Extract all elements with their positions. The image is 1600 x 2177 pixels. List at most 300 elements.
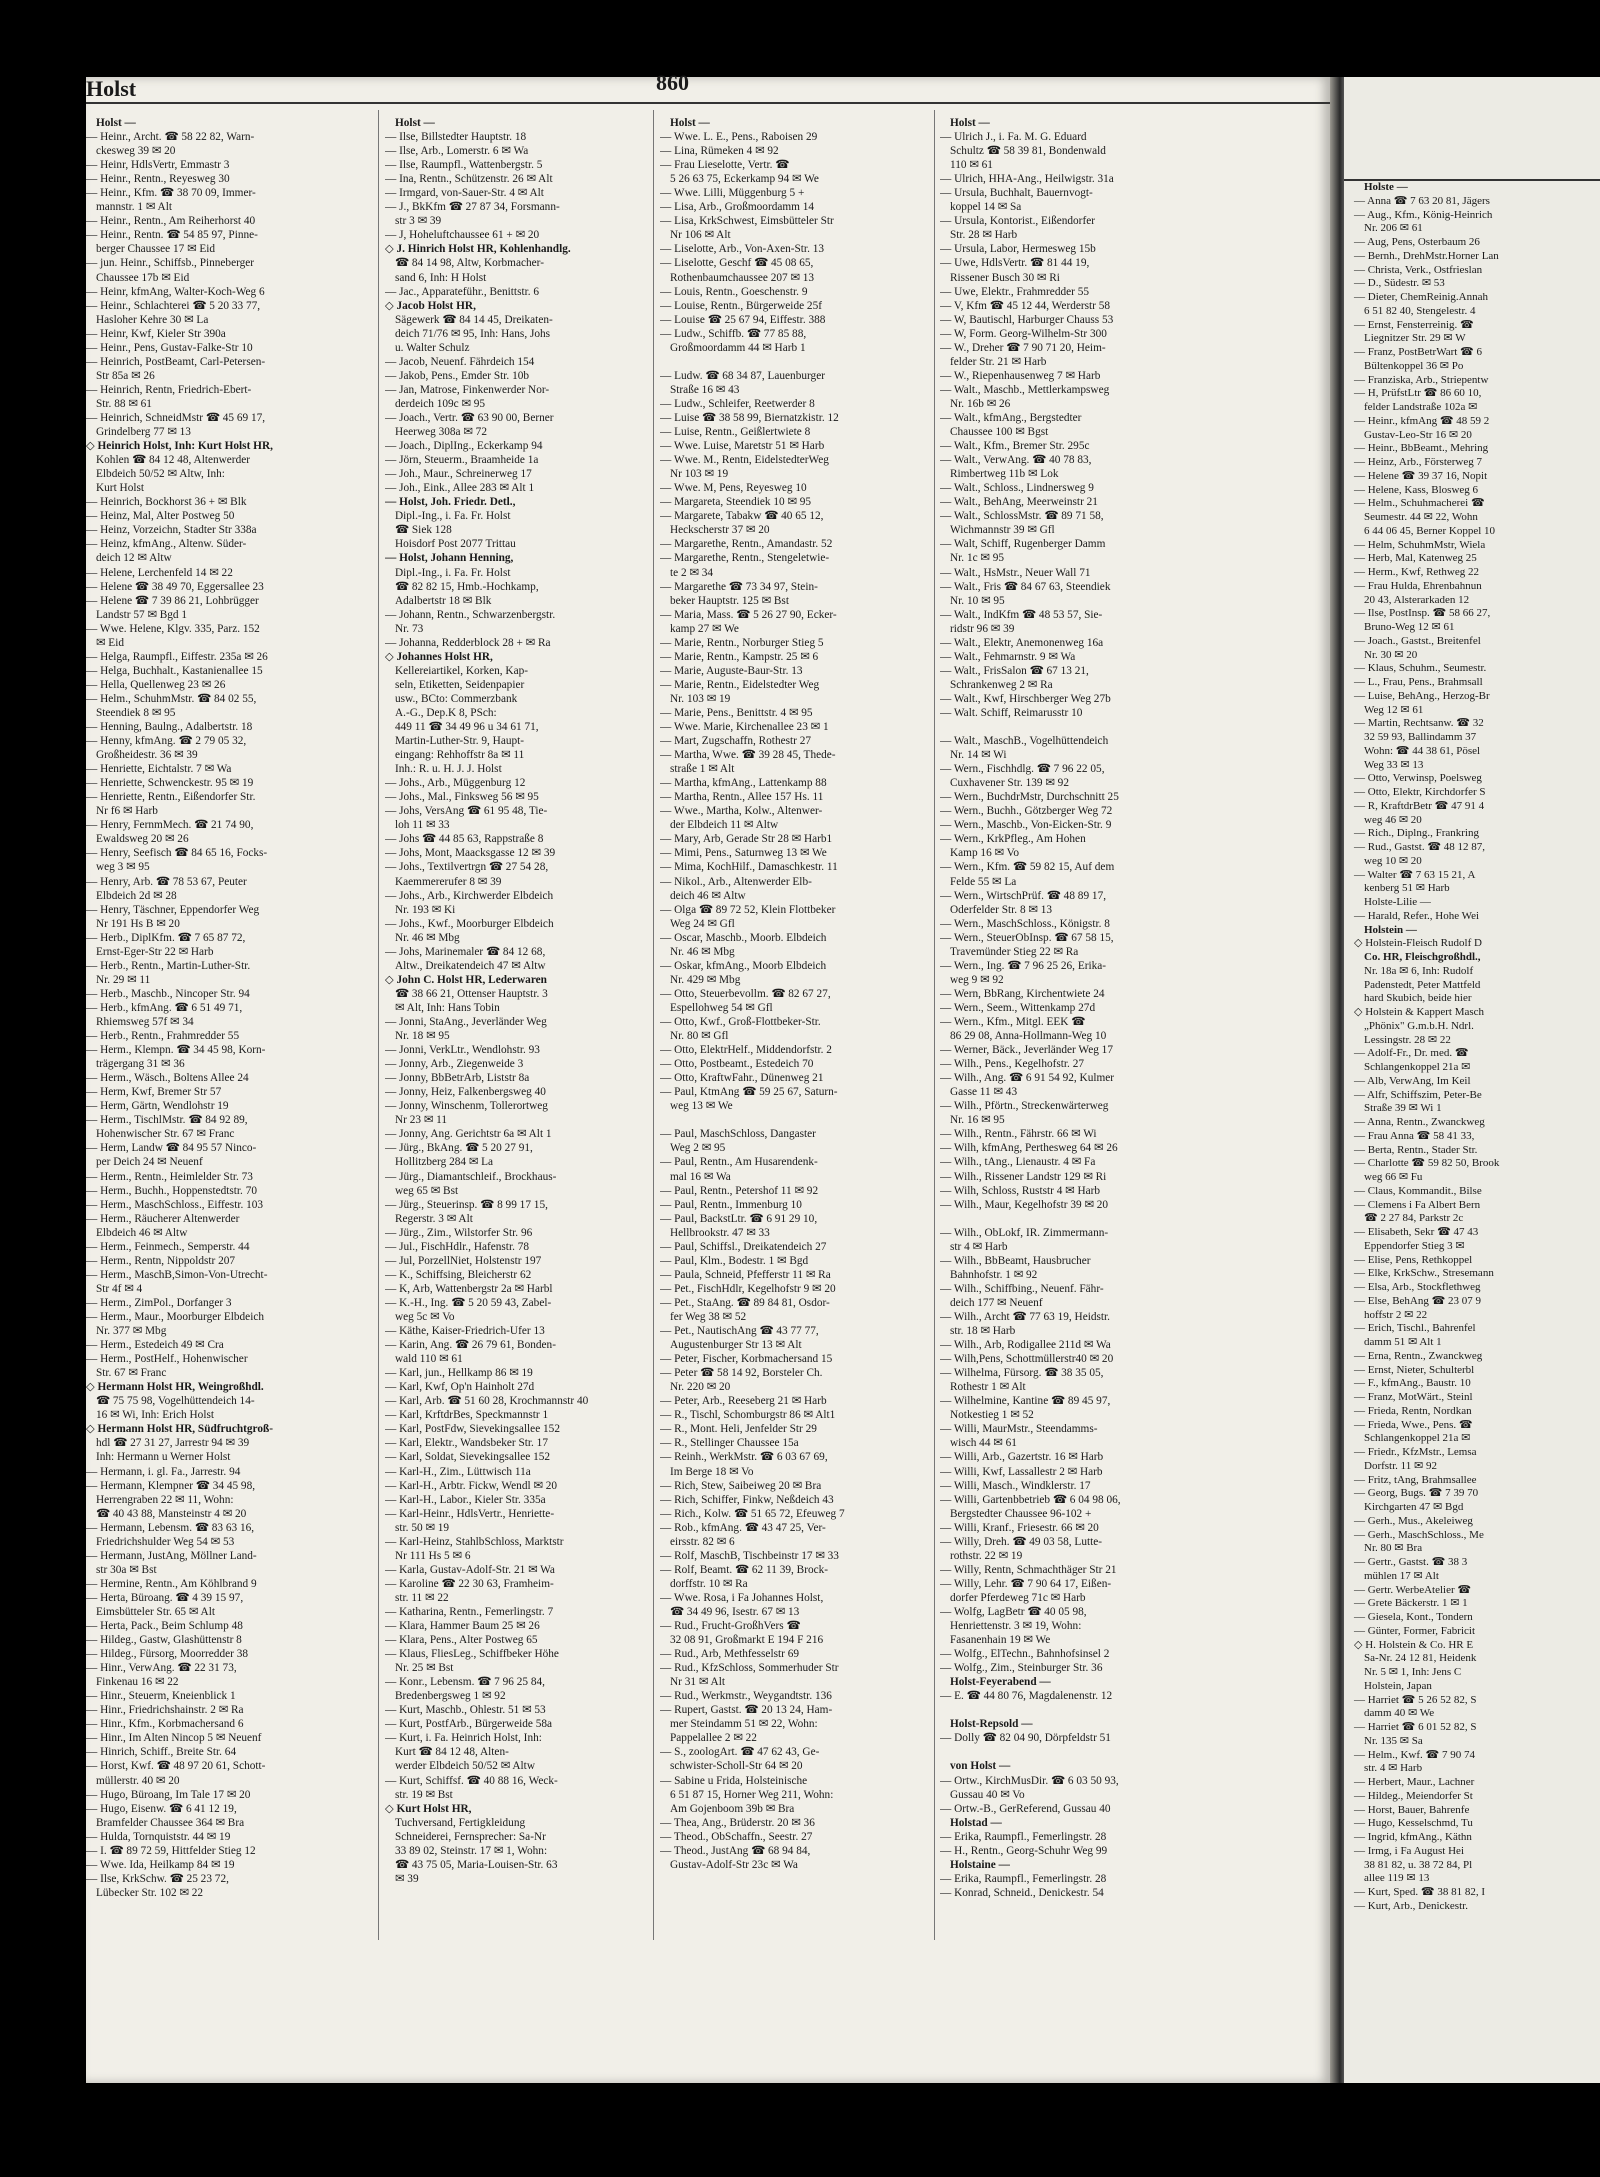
directory-entry-line: — Paula, Schneid, Pfefferstr 11 ✉ Ra bbox=[660, 1268, 831, 1281]
directory-entry-line: — Herm., Kwf, Rethweg 22 bbox=[1354, 566, 1479, 578]
directory-entry-line: — Holst, Joh. Friedr. Detl., bbox=[385, 496, 516, 509]
directory-entry-line: — Giesela, Kont., Tondern bbox=[1354, 1611, 1473, 1623]
directory-entry-line: — Elisabeth, Sekr ☎ 47 43 bbox=[1354, 1226, 1479, 1238]
directory-entry-line: — Hinr., Steuerm, Kneienblick 1 bbox=[86, 1690, 236, 1703]
directory-entry-line: — Ilse, Arb., Lomerstr. 6 ✉ Wa bbox=[385, 145, 529, 158]
directory-entry-line: Straße 39 ✉ Wi 1 bbox=[1364, 1102, 1442, 1115]
directory-entry-line: Gasse 11 ✉ 43 bbox=[950, 1086, 1018, 1099]
directory-entry-line: — J., BkKfm ☎ 27 87 34, Forsmann- bbox=[385, 201, 560, 214]
directory-entry-line: — Walt., Elektr, Anemonenweg 16a bbox=[940, 636, 1104, 649]
directory-entry-line: — Paul, Rentn., Am Husarendenk- bbox=[660, 1156, 818, 1169]
directory-entry-line: — Ernst, Fensterreinig. ☎ bbox=[1354, 318, 1474, 331]
directory-entry-line: — Claus, Kommandit., Bilse bbox=[1354, 1184, 1482, 1197]
directory-entry-line: weg 13 ✉ We bbox=[670, 1100, 733, 1113]
directory-entry-line: Kurt Holst bbox=[96, 482, 145, 495]
directory-entry-line: — Jac., Apparateführ., Benittstr. 6 bbox=[385, 285, 540, 298]
directory-entry-line: — Oskar, kfmAng., Moorb Elbdeich bbox=[660, 959, 827, 972]
column-3 bbox=[660, 116, 938, 1872]
directory-entry-line: — Herb., kfmAng. ☎ 6 51 49 71, bbox=[86, 1001, 243, 1014]
directory-entry-line: 20 43, Alsterarkaden 12 bbox=[1364, 593, 1470, 606]
directory-entry-line: — Herm, Landw ☎ 84 95 57 Ninco- bbox=[86, 1142, 257, 1155]
directory-entry-line: — Hinr., Kfm., Korbmachersand 6 bbox=[86, 1718, 244, 1731]
directory-entry-line: — Kurt, PostfArb., Bürgerweide 58a bbox=[385, 1718, 553, 1731]
directory-entry-line: Bahnhofstr. 1 ✉ 92 bbox=[950, 1268, 1038, 1281]
directory-entry-line: — Louis, Rentn., Goeschenstr. 9 bbox=[660, 285, 808, 298]
directory-entry-line: Felde 55 ✉ La bbox=[950, 875, 1017, 888]
directory-entry-line: Nr f6 ✉ Harb bbox=[96, 805, 158, 818]
directory-entry-line: — Friedr., KfzMstr., Lemsa bbox=[1354, 1446, 1477, 1458]
directory-entry-line: Nr. 220 ✉ 20 bbox=[670, 1381, 731, 1394]
directory-entry-line: — Jürg., Steuerinsp. ☎ 8 99 17 15, bbox=[385, 1198, 548, 1211]
directory-entry-line: — Johs., Arb., Kirchwerder Elbdeich bbox=[385, 889, 554, 902]
directory-entry-line: — Jacob, Neuenf. Fährdeich 154 bbox=[385, 355, 535, 368]
directory-entry-line: Wohn: ☎ 44 38 61, Pösel bbox=[1364, 744, 1481, 757]
directory-entry-line: — Walt., Kfm., Bremer Str. 295c bbox=[940, 440, 1090, 453]
directory-entry-line: — Rich, Stew, Saibeiweg 20 ✉ Bra bbox=[660, 1479, 822, 1492]
directory-entry-line: Lessingstr. 28 ✉ 22 bbox=[1364, 1033, 1451, 1046]
directory-entry-line: — Heinz, Vorzeichn, Stadter Str 338a bbox=[86, 524, 257, 537]
directory-entry-line: — Liselotte, Arb., Von-Axen-Str. 13 bbox=[660, 243, 825, 256]
directory-entry-line: Steendiek 8 ✉ 95 bbox=[96, 706, 176, 719]
directory-entry-line: — Wern., BuchdrMstr, Durchschnitt 25 bbox=[940, 791, 1119, 804]
directory-entry-line: Eppendorfer Stieg 3 ✉ bbox=[1364, 1239, 1465, 1252]
directory-entry-line: — Wilhelmine, Kantine ☎ 89 45 97, bbox=[940, 1395, 1111, 1408]
directory-entry-line: — Kurt, Arb., Denickestr. bbox=[1354, 1899, 1468, 1912]
directory-entry-line: 449 11 ☎ 34 49 96 u 34 61 71, bbox=[395, 721, 539, 734]
directory-entry-line: felder Landstraße 102a ✉ bbox=[1364, 401, 1478, 413]
directory-entry-line: werder Elbdeich 50/52 ✉ Altw bbox=[395, 1760, 535, 1773]
directory-entry-line: — Luise, Rentn., Geißlertwiete 8 bbox=[660, 426, 811, 439]
directory-entry-line: — Henry, Täschner, Eppendorfer Weg bbox=[86, 903, 260, 916]
directory-entry-line: — Joach., Vertr. ☎ 63 90 00, Berner bbox=[385, 411, 554, 424]
directory-entry-line: — Willy, Rentn, Schmachthäger Str 21 bbox=[940, 1563, 1117, 1576]
directory-entry-line: — Joh., Maur., Schreinerweg 17 bbox=[385, 468, 532, 481]
directory-entry-line: — Bernh., DrehMstr.Horner Lan bbox=[1354, 249, 1499, 262]
directory-entry-line: — Helm., SchuhmMstr. ☎ 84 02 55, bbox=[86, 692, 257, 705]
directory-entry-line: Str 85a ✉ 26 bbox=[96, 369, 155, 382]
directory-entry-line: Hohenwischer Str. 67 ✉ Franc bbox=[96, 1128, 235, 1141]
directory-entry-line: — Wwe. Helene, Klgv. 335, Parz. 152 bbox=[86, 622, 260, 635]
directory-entry-line: — Helga, Raumpfl., Eiffestr. 235a ✉ 26 bbox=[86, 650, 268, 663]
directory-entry-line: Augustenburger Str 13 ✉ Alt bbox=[670, 1339, 802, 1352]
directory-entry-line: — Hermann, Klempner ☎ 34 45 98, bbox=[86, 1479, 256, 1492]
directory-entry-line: ◇ Heinrich Holst, Inh: Kurt Holst HR, bbox=[86, 440, 273, 453]
directory-entry-line: — Herm., PostHelf., Hohenwischer bbox=[86, 1353, 248, 1366]
column-4 bbox=[940, 116, 1228, 1900]
directory-entry-line: mannstr. 1 ✉ Alt bbox=[96, 201, 172, 214]
directory-entry-line: ◇ John C. Holst HR, Lederwaren bbox=[385, 973, 547, 986]
directory-entry-line: Friedrichshulder Weg 54 ✉ 53 bbox=[96, 1535, 235, 1548]
directory-entry-line bbox=[940, 1212, 1228, 1226]
directory-entry-line: Co. HR, Fleischgroßhdl., bbox=[1364, 951, 1481, 963]
directory-entry-line: — Helm, SchuhmMstr, Wiela bbox=[1354, 538, 1486, 551]
directory-entry-line: ◇ Johannes Holst HR, bbox=[385, 650, 493, 663]
directory-entry-line: Wichmannstr 39 ✉ Gfl bbox=[950, 524, 1055, 537]
directory-entry-line: — Ludw., Schleifer, Reetwerder 8 bbox=[660, 397, 815, 410]
directory-entry-line: — E. ☎ 44 80 76, Magdalenenstr. 12 bbox=[940, 1690, 1113, 1703]
directory-entry-line: — Georg, Bugs. ☎ 7 39 70 bbox=[1354, 1487, 1479, 1500]
directory-entry-line: — Wilh., Ang. ☎ 6 91 54 92, Kulmer bbox=[940, 1072, 1115, 1085]
directory-entry-line: Eimsbütteler Str. 65 ✉ Alt bbox=[96, 1605, 215, 1618]
directory-entry-line: — W., Riepenhausenweg 7 ✉ Harb bbox=[940, 369, 1101, 382]
directory-entry-line: — Horst, Kwf. ☎ 48 97 20 61, Schott- bbox=[86, 1760, 266, 1773]
directory-entry-line: — Henry, Arb. ☎ 78 53 67, Peuter bbox=[86, 875, 247, 888]
directory-entry-line: — Katharina, Rentn., Femerlingstr. 7 bbox=[385, 1605, 554, 1618]
directory-entry-line: — Jonny, Winschenm, Tollerortweg bbox=[385, 1100, 548, 1113]
directory-entry-line: weg 3 ✉ 95 bbox=[96, 861, 150, 874]
directory-entry-line: — Ilse, PostInsp. ☎ 58 66 27, bbox=[1354, 607, 1491, 620]
directory-entry-line: ◇ H. Holstein & Co. HR E bbox=[1354, 1638, 1474, 1651]
directory-entry-line: Nr 106 ✉ Alt bbox=[670, 229, 731, 242]
directory-entry-line: hdl ☎ 27 31 27, Jarrestr 94 ✉ 39 bbox=[96, 1437, 250, 1450]
column-2 bbox=[385, 116, 667, 1886]
directory-entry-line: Schneiderei, Fernsprecher: Sa-Nr bbox=[395, 1830, 546, 1843]
directory-entry-line: Heckscherstr 37 ✉ 20 bbox=[670, 524, 770, 537]
directory-entry-line: wald 110 ✉ 61 bbox=[395, 1353, 463, 1366]
directory-entry-line: Bültenkoppel 36 ✉ Po bbox=[1364, 359, 1464, 372]
directory-entry-line: — Henny, kfmAng. ☎ 2 79 05 32, bbox=[86, 735, 247, 748]
directory-entry-line: — Konrad, Schneid., Denickestr. 54 bbox=[940, 1886, 1104, 1899]
directory-entry-line: — W, Form. Georg-Wilhelm-Str 300 bbox=[940, 327, 1107, 340]
directory-entry-line: Inh: Hermann u Werner Holst bbox=[96, 1451, 231, 1464]
directory-entry-line: — Karl-H., Arbtr. Fickw, Wendl ✉ 20 bbox=[385, 1479, 558, 1492]
column-divider bbox=[653, 110, 654, 1940]
directory-entry-line: Hoisdorf Post 2077 Trittau bbox=[395, 538, 516, 551]
directory-entry-line: — Wwe. Luise, Maretstr 51 ✉ Harb bbox=[660, 440, 825, 453]
directory-entry-line: — Elke, KrkSchw., Stresemann bbox=[1354, 1267, 1494, 1280]
directory-entry-line: weg 66 ✉ Fu bbox=[1364, 1171, 1423, 1183]
directory-entry-line: — Herm, Gärtn, Wendlohstr 19 bbox=[86, 1100, 229, 1113]
directory-entry-line: — Marie, Rentn., Eidelstedter Weg bbox=[660, 678, 820, 691]
directory-entry-line: Nr. 103 ✉ 19 bbox=[670, 692, 731, 705]
directory-entry-line: Holst-Repsold — bbox=[950, 1718, 1033, 1731]
directory-entry-line: weg 65 ✉ Bst bbox=[395, 1184, 459, 1197]
directory-entry-line: — Johanna, Redderblock 28 + ✉ Ra bbox=[385, 636, 551, 649]
directory-entry-line: — Klaus, Schuhm., Seumestr. bbox=[1354, 662, 1487, 675]
directory-entry-line: — Paul, BackstLtr. ☎ 6 91 29 10, bbox=[660, 1212, 818, 1225]
directory-entry-line: — Liselotte, Geschf ☎ 45 08 65, bbox=[660, 257, 814, 270]
directory-entry-line: — Wern., WirtschPrüf. ☎ 48 89 17, bbox=[940, 889, 1107, 902]
directory-entry-line: ✉ Eid bbox=[96, 636, 124, 649]
directory-entry-line: — Rud., Gastst. ☎ 48 12 87, bbox=[1354, 841, 1486, 853]
directory-entry-line: — Heinr., Rentn. ☎ 54 85 97, Pinne- bbox=[86, 229, 258, 242]
directory-entry-line: Schlangenkoppel 21a ✉ bbox=[1364, 1432, 1471, 1445]
directory-entry-line: — Walt., BehAng, Meerweinstr 21 bbox=[940, 496, 1098, 509]
directory-entry-line: — Herb, Mal, Katenweg 25 bbox=[1354, 552, 1477, 565]
directory-entry-line: Nr. 14 ✉ Wi bbox=[950, 749, 1007, 762]
directory-entry-line: — Wilh., ObLokf, IR. Zimmermann- bbox=[940, 1226, 1109, 1239]
directory-entry-line: — Ilse, Raumpfl., Wattenbergstr. 5 bbox=[385, 159, 543, 172]
directory-entry-line: kamp 27 ✉ We bbox=[670, 622, 739, 635]
directory-entry-line: Nr. 25 ✉ Bst bbox=[395, 1662, 454, 1675]
directory-entry-line: — Otto, Verwinsp, Poelsweg bbox=[1354, 772, 1482, 785]
directory-entry-line: — Ulrich J., i. Fa. M. G. Eduard bbox=[940, 131, 1087, 144]
directory-entry-line: — Kurt, Schiffsf. ☎ 40 88 16, Weck- bbox=[385, 1774, 558, 1787]
directory-entry-line: Padenstedt, Peter Mattfeld bbox=[1364, 978, 1481, 991]
directory-entry-line: Weg 12 ✉ 61 bbox=[1364, 703, 1424, 716]
directory-entry-line: koppel 14 ✉ Sa bbox=[950, 201, 1022, 214]
directory-entry-line: str. 19 ✉ Bst bbox=[395, 1788, 453, 1801]
directory-entry-line: damm 40 ✉ We bbox=[1364, 1707, 1435, 1720]
directory-entry-line: — Hugo, Eisenw. ☎ 6 41 12 19, bbox=[86, 1802, 237, 1815]
directory-entry-line: Weg 33 ✉ 13 bbox=[1364, 758, 1424, 771]
directory-entry-line: — Hermann, Lebensm. ☎ 83 63 16, bbox=[86, 1521, 255, 1534]
directory-entry-line: beker Hauptstr. 125 ✉ Bst bbox=[670, 594, 789, 607]
directory-entry-line: — Helene, Kass, Blosweg 6 bbox=[1354, 483, 1479, 496]
directory-entry-line: — Clemens i Fa Albert Bern bbox=[1354, 1198, 1481, 1211]
directory-entry-line: — Hermann, JustAng, Möllner Land- bbox=[86, 1549, 257, 1562]
directory-entry-line: — Ursula, Buchhalt, Bauernvogt- bbox=[940, 187, 1093, 200]
directory-entry-line: — Klaus, FliesLeg., Schiffbeker Höhe bbox=[385, 1648, 559, 1661]
directory-entry-line: — Jul., FischHdlr., Hafenstr. 78 bbox=[385, 1240, 530, 1253]
directory-entry-line: — Rich., Diplng., Frankring bbox=[1354, 827, 1479, 840]
directory-entry-line: — Wilh., Rissener Landstr 129 ✉ Ri bbox=[940, 1170, 1107, 1183]
directory-entry-line: Holste — bbox=[1364, 181, 1408, 193]
directory-entry-line: Nr. 16 ✉ 95 bbox=[950, 1114, 1005, 1127]
directory-entry-line: Hasloher Kehre 30 ✉ La bbox=[96, 313, 209, 326]
directory-entry-line: — Frau Anna ☎ 58 41 33, bbox=[1354, 1129, 1475, 1142]
directory-entry-line: — Wilh., Arb, Rodigallee 211d ✉ Wa bbox=[940, 1339, 1111, 1352]
directory-entry-line: — Else, BehAng ☎ 23 07 9 bbox=[1354, 1294, 1482, 1307]
directory-entry-line: — Wern., Ing. ☎ 7 96 25 26, Erika- bbox=[940, 959, 1107, 972]
directory-entry-line: — Herm., Räucherer Altenwerder bbox=[86, 1212, 240, 1225]
directory-entry-line: — Herm., MaschB,Simon-Von-Utrecht- bbox=[86, 1268, 268, 1281]
directory-entry-line: — Marie, Auguste-Baur-Str. 13 bbox=[660, 664, 803, 677]
directory-entry-line: Herrengraben 22 ✉ 11, Wohn: bbox=[96, 1493, 234, 1506]
directory-entry-line: — Karl, KrftdrBes, Speckmannstr 1 bbox=[385, 1409, 549, 1422]
directory-entry-line: — Ortw., KirchMusDir. ☎ 6 03 50 93, bbox=[940, 1774, 1119, 1787]
directory-entry-line: str 4 ✉ Harb bbox=[950, 1240, 1008, 1253]
directory-entry-line: Gussau 40 ✉ Vo bbox=[950, 1788, 1025, 1801]
directory-entry-line: trägergang 31 ✉ 36 bbox=[96, 1058, 185, 1071]
directory-entry-line: — Wern., Fischhdlg. ☎ 7 96 22 05, bbox=[940, 763, 1105, 776]
directory-entry-line: — Johs., Kwf., Moorburger Elbdeich bbox=[385, 917, 554, 930]
directory-entry-line: — Karl-H., Labor., Kieler Str. 335a bbox=[385, 1493, 546, 1506]
directory-entry-line: — Berta, Rentn., Stader Str. bbox=[1354, 1143, 1478, 1156]
directory-entry-line: — Anna, Rentn., Zwanckweg bbox=[1354, 1116, 1485, 1128]
directory-entry-line: Rothestr 1 ✉ Alt bbox=[950, 1381, 1026, 1394]
directory-entry-line: deich 12 ✉ Altw bbox=[96, 552, 172, 565]
directory-entry-line: — Herm., Wäsch., Boltens Allee 24 bbox=[86, 1072, 249, 1085]
directory-entry-line: — Charlotte ☎ 59 82 50, Brook bbox=[1354, 1157, 1500, 1170]
directory-entry-line: schwister-Scholl-Str 64 ✉ 20 bbox=[670, 1760, 803, 1773]
directory-entry-line: Chaussee 100 ✉ Bgst bbox=[950, 426, 1049, 439]
directory-entry-line: Holste-Lilie — bbox=[1364, 896, 1431, 908]
directory-entry-line: — Jonni, StaAng., Jeverländer Weg bbox=[385, 1016, 547, 1028]
directory-entry-line: Rothenbaumchaussee 207 ✉ 13 bbox=[670, 271, 815, 284]
directory-entry-line: — Wilh., tAng., Lienaustr. 4 ✉ Fa bbox=[940, 1156, 1096, 1169]
directory-entry-line: 38 81 82, u. 38 72 84, Pl bbox=[1364, 1858, 1473, 1871]
directory-entry-line: — Ilse, Billstedter Hauptstr. 18 bbox=[385, 131, 527, 144]
directory-entry-line: — Louise ☎ 25 67 94, Eiffestr. 388 bbox=[660, 313, 826, 326]
directory-entry-line: Nr. 73 bbox=[395, 622, 424, 635]
directory-entry-line: — Paul, KtmAng ☎ 59 25 67, Saturn- bbox=[660, 1086, 838, 1099]
directory-entry-line: — Karoline ☎ 22 30 63, Framheim- bbox=[385, 1577, 554, 1590]
directory-entry-line: — Henriette, Schwenckestr. 95 ✉ 19 bbox=[86, 777, 254, 790]
directory-entry-line: Adalbertstr 18 ✉ Blk bbox=[395, 594, 492, 607]
directory-entry-line: weg 5c ✉ Vo bbox=[395, 1310, 455, 1323]
directory-entry-line: — W, Bautischl, Harburger Chauss 53 bbox=[940, 313, 1114, 326]
directory-entry-line: — Wilhelma, Fürsorg. ☎ 38 35 05, bbox=[940, 1367, 1104, 1380]
directory-entry-line: — Günter, Former, Fabricit bbox=[1354, 1624, 1476, 1637]
directory-entry-line: — jun. Heinr., Schiffsb., Pinneberger bbox=[86, 257, 255, 270]
directory-entry-line: fer Weg 38 ✉ 52 bbox=[670, 1310, 747, 1323]
directory-entry-line: ☎ Siek 128 bbox=[395, 524, 452, 537]
directory-entry-line: — Wwe. Lilli, Müggenburg 5 + bbox=[660, 187, 805, 200]
directory-entry-line: — Pet., NautischAng ☎ 43 77 77, bbox=[660, 1325, 819, 1338]
directory-entry-line: Nr. 29 ✉ 11 bbox=[96, 973, 151, 986]
directory-entry-line: Henriettenstr. 3 ✉ 19, Wohn: bbox=[950, 1620, 1082, 1633]
directory-entry-line: „Phönix" G.m.b.H. Ndrl. bbox=[1364, 1019, 1474, 1032]
directory-entry-line: — Marie, Rentn., Kampstr. 25 ✉ 6 bbox=[660, 650, 819, 663]
directory-entry-line: — Walt., IndKfm ☎ 48 53 57, Sie- bbox=[940, 608, 1103, 621]
directory-entry-line: — Pet., FischHdlr, Kegelhofstr 9 ✉ 20 bbox=[660, 1282, 836, 1295]
directory-entry-line: — Johs., Textilvertrgn ☎ 27 54 28, bbox=[385, 861, 549, 874]
directory-entry-line: — Kurt, Maschb., Ohlestr. 51 ✉ 53 bbox=[385, 1704, 546, 1717]
directory-entry-line: — Erna, Rentn., Zwanckweg bbox=[1354, 1349, 1483, 1362]
directory-entry-line: — Heinz, Arb., Försterweg 7 bbox=[1354, 456, 1483, 468]
directory-entry-line: — Martin, Rechtsanw. ☎ 32 bbox=[1354, 717, 1484, 730]
directory-entry-line: — Heinr., Archt. ☎ 58 22 82, Warn- bbox=[86, 131, 255, 144]
directory-entry-line: — Paul, Rentn., Petershof 11 ✉ 92 bbox=[660, 1184, 819, 1197]
directory-entry-line: — Frau Hulda, Ehrenbahnun bbox=[1354, 579, 1482, 592]
directory-entry-line: Kirchgarten 47 ✉ Bgd bbox=[1364, 1501, 1464, 1513]
directory-entry-line: Seumestr. 44 ✉ 22, Wohn bbox=[1364, 511, 1478, 523]
directory-entry-line: Elbdeich 50/52 ✉ Altw, Inh: bbox=[96, 468, 225, 481]
directory-entry-line: kenberg 51 ✉ Harb bbox=[1364, 882, 1450, 895]
directory-entry-line: Landstr 57 ✉ Bgd 1 bbox=[96, 608, 188, 621]
directory-entry-line: — Johann, Rentn., Schwarzenbergstr. bbox=[385, 608, 556, 621]
directory-entry-line: Pappelallee 2 ✉ 22 bbox=[670, 1732, 757, 1745]
directory-entry-line: — Heinr, kfmAng, Walter-Koch-Weg 6 bbox=[86, 285, 265, 298]
directory-entry-line: — Wilh., Rentn., Fährstr. 66 ✉ Wi bbox=[940, 1128, 1097, 1141]
book-gutter bbox=[1330, 77, 1344, 2083]
directory-entry-line: — Wern, BbRang, Kirchentwiete 24 bbox=[940, 987, 1105, 1000]
directory-entry-line: Holst — bbox=[670, 117, 710, 129]
directory-entry-line: Fasanenhain 19 ✉ We bbox=[950, 1634, 1051, 1647]
directory-entry-line: Nr. 5 ✉ 1, Inh: Jens C bbox=[1364, 1666, 1462, 1678]
directory-entry-line: Nr. 30 ✉ 20 bbox=[1364, 648, 1418, 661]
directory-entry-line: — Heinr., Pens, Gustav-Falke-Str 10 bbox=[86, 341, 253, 354]
directory-entry-line: — Dieter, ChemReinig.Annah bbox=[1354, 291, 1488, 303]
directory-entry-line: — Walter ☎ 7 63 15 21, A bbox=[1354, 868, 1476, 881]
directory-entry-line: — Walt., FrisSalon ☎ 67 13 21, bbox=[940, 664, 1089, 677]
directory-entry-line: — Henriette, Rentn., Eißendorfer Str. bbox=[86, 791, 256, 804]
directory-entry-line: — Wern., Maschb., Von-Eicken-Str. 9 bbox=[940, 819, 1112, 832]
directory-entry-line: — Walt. Schiff, Reimarusstr 10 bbox=[940, 706, 1083, 719]
facing-page bbox=[1344, 77, 1600, 2083]
directory-entry-line: — Wolfg, LagBetr ☎ 40 05 98, bbox=[940, 1605, 1087, 1618]
directory-entry-line: Grindelberg 77 ✉ 13 bbox=[96, 426, 191, 439]
directory-entry-line: — Wilh., Archt ☎ 77 63 19, Heidstr. bbox=[940, 1310, 1110, 1323]
directory-entry-line: — Willi, Kwf, Lassallestr 2 ✉ Harb bbox=[940, 1465, 1103, 1478]
directory-entry-line: — Wwe. Rosa, i Fa Johannes Holst, bbox=[660, 1591, 824, 1604]
directory-entry-line: — Heinr., BbBeamt., Mehring bbox=[1354, 442, 1489, 455]
directory-entry-line: — Reinh., WerkMstr. ☎ 6 03 67 69, bbox=[660, 1451, 828, 1464]
directory-entry-line: — Otto, KraftwFahr., Dünenweg 21 bbox=[660, 1072, 824, 1085]
directory-entry-line: Ewaldsweg 20 ✉ 26 bbox=[96, 833, 189, 846]
directory-entry-line: — Walt., MaschB., Vogelhüttendeich bbox=[940, 735, 1109, 748]
directory-entry-line: — Wern., Kfm. ☎ 59 82 15, Auf dem bbox=[940, 861, 1115, 874]
directory-entry-line: müllerstr. 40 ✉ 20 bbox=[96, 1774, 180, 1787]
directory-entry-line bbox=[660, 1113, 938, 1127]
directory-entry-line: — R., Mont. Heli, Jenfelder Str 29 bbox=[660, 1423, 817, 1436]
directory-entry-line: — H., Rentn., Georg-Schuhr Weg 99 bbox=[940, 1844, 1108, 1857]
directory-entry-line: — Wern., MaschSchloss., Königstr. 8 bbox=[940, 917, 1110, 930]
directory-entry-line: — Walt., Fris ☎ 84 67 63, Steendiek bbox=[940, 580, 1111, 593]
directory-entry-line: — Oscar, Maschb., Moorb. Elbdeich bbox=[660, 931, 827, 944]
directory-entry-line: Holst-Feyerabend — bbox=[950, 1676, 1051, 1689]
directory-entry-line: — Jakob, Pens., Emder Str. 10b bbox=[385, 369, 530, 382]
directory-entry-line: dorffstr. 10 ✉ Ra bbox=[670, 1577, 748, 1590]
column-divider bbox=[934, 110, 935, 1940]
directory-entry-line: — Harriet ☎ 6 01 52 82, S bbox=[1354, 1721, 1477, 1733]
directory-entry-line: — Hildeg., Gastw, Glashüttenstr 8 bbox=[86, 1634, 242, 1647]
directory-entry-line: per Deich 24 ✉ Neuenf bbox=[96, 1156, 203, 1169]
directory-entry-line: Kaemmererufer 8 ✉ 39 bbox=[395, 875, 502, 888]
directory-entry-line: weg 9 ✉ 92 bbox=[950, 973, 1004, 986]
directory-entry-line: — Wilh., Maur, Kegelhofstr 39 ✉ 20 bbox=[940, 1198, 1109, 1211]
directory-entry-line: — Hinr., VerwAng. ☎ 22 31 73, bbox=[86, 1662, 237, 1675]
directory-entry-line: Notkestieg 1 ✉ 52 bbox=[950, 1409, 1034, 1422]
directory-entry-line: deich 46 ✉ Altw bbox=[670, 889, 746, 902]
directory-entry-line: — H, PrüfstLtr ☎ 86 60 10, bbox=[1354, 387, 1482, 400]
directory-entry-line: Str. 28 ✉ Harb bbox=[950, 229, 1018, 242]
directory-entry-line: — Heinrich, SchneidMstr ☎ 45 69 17, bbox=[86, 411, 266, 424]
directory-entry-line: Travemünder Stieg 22 ✉ Ra bbox=[950, 945, 1079, 958]
directory-entry-line: — Dolly ☎ 82 04 90, Dörpfeldstr 51 bbox=[940, 1732, 1111, 1745]
directory-entry-line: — Wern., Seem., Wittenkamp 27d bbox=[940, 1001, 1096, 1014]
directory-entry-line: — Wern., Kfm., Mitgl. EEK ☎ bbox=[940, 1016, 1086, 1028]
directory-entry-line: — Margarethe, Rentn., Amandastr. 52 bbox=[660, 538, 833, 551]
directory-entry-line: — Heinr, HdlsVertr, Emmastr 3 bbox=[86, 159, 230, 172]
directory-entry-line: allee 119 ✉ 13 bbox=[1364, 1872, 1430, 1885]
directory-entry-line: — Pet., StaAng. ☎ 89 84 81, Osdor- bbox=[660, 1296, 830, 1309]
directory-entry-line: — Jürg., BkAng. ☎ 5 20 27 91, bbox=[385, 1142, 533, 1155]
directory-entry-line: — Henriette, Eichtalstr. 7 ✉ Wa bbox=[86, 763, 232, 776]
directory-entry-line: — Willi, MaurMstr., Steendamms- bbox=[940, 1423, 1098, 1436]
directory-entry-line: damm 51 ✉ Alt 1 bbox=[1364, 1336, 1442, 1348]
directory-entry-line: — Paul, Rentn., Immenburg 10 bbox=[660, 1198, 802, 1211]
directory-entry-line: — Hulda, Tornquiststr. 44 ✉ 19 bbox=[86, 1830, 231, 1843]
directory-entry-line: — Elsa, Arb., Stockflethweg bbox=[1354, 1281, 1481, 1293]
directory-entry-line: — Käthe, Kaiser-Friedrich-Ufer 13 bbox=[385, 1325, 545, 1338]
directory-entry-line: Rissener Busch 30 ✉ Ri bbox=[950, 271, 1060, 284]
directory-entry-line: Oderfelder Str. 8 ✉ 13 bbox=[950, 903, 1053, 916]
directory-entry-line: ☎ 34 49 96, Isestr. 67 ✉ 13 bbox=[670, 1605, 800, 1618]
directory-entry-line: — Karl, Arb. ☎ 51 60 28, Krochmannstr 40 bbox=[385, 1395, 589, 1408]
directory-entry-line: 6 51 82 40, Stengelestr. 4 bbox=[1364, 304, 1476, 317]
directory-entry-line: Rimbertweg 11b ✉ Lok bbox=[950, 468, 1059, 481]
directory-entry-line: Nr. 46 ✉ Mbg bbox=[395, 931, 460, 944]
directory-entry-line: — Marie, Rentn., Norburger Stieg 5 bbox=[660, 636, 824, 649]
directory-entry-line: Nr 103 ✉ 19 bbox=[670, 468, 729, 481]
directory-entry-line: weg 46 ✉ 20 bbox=[1364, 813, 1422, 826]
directory-entry-line: — K.-H., Ing. ☎ 5 20 59 43, Zabel- bbox=[385, 1296, 552, 1309]
directory-entry-line: — R, KraftdrBetr ☎ 47 91 4 bbox=[1354, 799, 1485, 812]
directory-entry-line: Elbdeich 2d ✉ 28 bbox=[96, 889, 177, 902]
directory-entry-line: — Mimi, Pens., Saturnweg 13 ✉ We bbox=[660, 847, 827, 860]
directory-entry-line: — Louise, Rentn., Bürgerweide 25f bbox=[660, 299, 822, 312]
directory-entry-line: Großmoordamm 44 ✉ Harb 1 bbox=[670, 341, 806, 354]
directory-entry-line: Tuchversand, Fertigkleidung bbox=[395, 1816, 526, 1829]
directory-entry-line: — Ingrid, kfmAng., Käthn bbox=[1354, 1831, 1472, 1843]
directory-entry-line: — Frieda, Rentn, Nordkan bbox=[1354, 1404, 1472, 1417]
directory-entry-line: — R., Stellinger Chaussee 15a bbox=[660, 1437, 799, 1450]
directory-entry-line: — Wilh., BbBeamt, Hausbrucher bbox=[940, 1254, 1091, 1267]
directory-entry-line: — Heinz, Mal, Alter Postweg 50 bbox=[86, 510, 235, 523]
directory-entry-line: — Ursula, Labor, Hermesweg 15b bbox=[940, 243, 1096, 256]
